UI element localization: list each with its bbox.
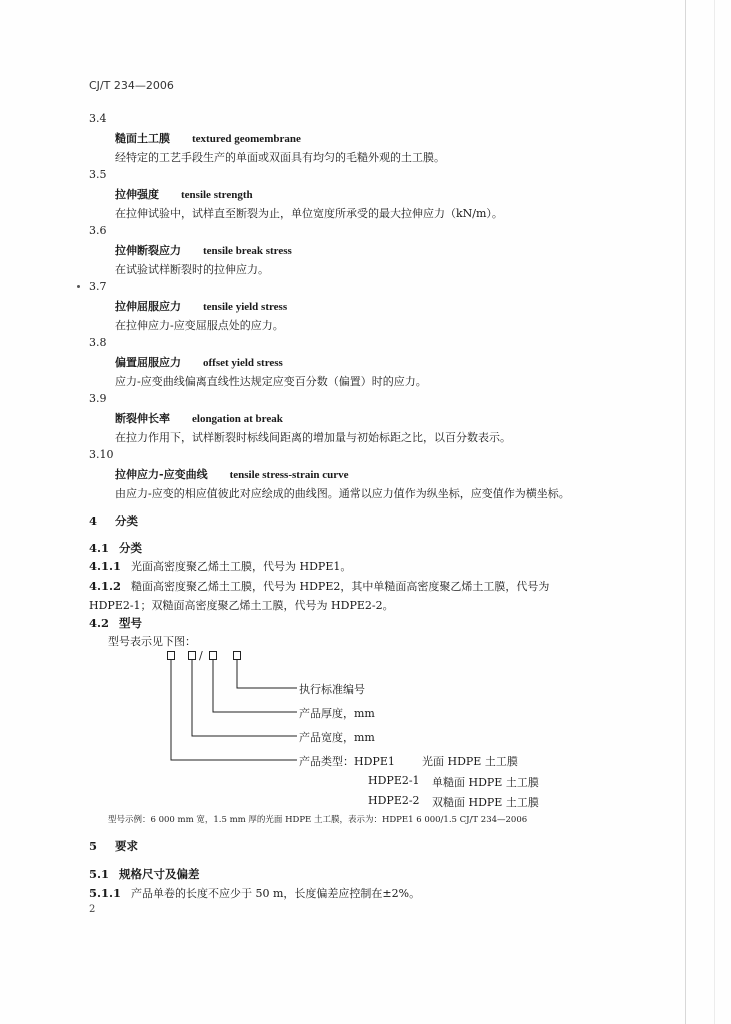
clause xyxy=(89,885,420,901)
term-definition: 经特定的工艺手段生产的单面或双面具有均匀的毛糙外观的土工膜。 xyxy=(115,151,445,164)
term-definition: 由应力-应变的相应值彼此对应绘成的曲线图。通常以应力值作为纵坐标，应变值作为横坐标。 xyxy=(115,487,570,500)
term-title xyxy=(115,242,292,258)
term-en: tensile yield stress xyxy=(203,301,288,313)
term-cn: 拉伸强度 xyxy=(115,188,159,201)
page-number: 2 xyxy=(89,904,96,915)
term-cn: 拉伸断裂应力 xyxy=(115,244,181,257)
scan-edge-line xyxy=(714,0,715,1024)
term-number: 3.7 xyxy=(89,280,107,293)
model-example: 型号示例：6 000 mm 宽，1.5 mm 厚的光面 HDPE 土工膜，表示为：HDPE1 6 000/1.5 CJ/T 234—2006 xyxy=(108,815,528,825)
section-heading xyxy=(89,513,138,529)
code-box-thickness xyxy=(209,651,217,660)
term-number: 3.10 xyxy=(89,448,114,461)
clause-continuation: HDPE2-1；双糙面高密度聚乙烯土工膜，代号为 HDPE2-2。 xyxy=(89,599,394,612)
label-standard-number: 执行标准编号 xyxy=(299,683,365,696)
scan-edge-line xyxy=(685,0,686,1024)
subsection-number: 4.2 xyxy=(89,616,110,630)
clause xyxy=(89,558,351,574)
term-en: textured geomembrane xyxy=(192,133,301,145)
term-number: 3.8 xyxy=(89,336,107,349)
term-title xyxy=(115,410,283,426)
type-desc: 光面 HDPE 土工膜 xyxy=(422,755,518,768)
subsection-heading xyxy=(89,615,142,631)
term-cn: 断裂伸长率 xyxy=(115,412,170,425)
code-box-standard xyxy=(233,651,241,660)
clause-number: 5.1.1 xyxy=(89,886,122,900)
code-slash: / xyxy=(199,649,203,662)
term-en: tensile break stress xyxy=(203,245,292,257)
subsection-number: 5.1 xyxy=(89,867,110,881)
term-cn: 拉伸应力-应变曲线 xyxy=(115,468,208,481)
term-number: 3.6 xyxy=(89,224,107,237)
section-title: 分类 xyxy=(115,514,139,528)
scan-speck xyxy=(77,285,80,288)
code-box-type xyxy=(167,651,175,660)
term-en: elongation at break xyxy=(192,413,283,425)
term-cn: 偏置屈服应力 xyxy=(115,356,181,369)
label-thickness: 产品厚度，mm xyxy=(299,707,375,720)
term-title xyxy=(115,130,301,146)
term-cn: 拉伸屈服应力 xyxy=(115,300,181,313)
term-definition: 应力-应变曲线偏离直线性达规定应变百分数（偏置）时的应力。 xyxy=(115,375,427,388)
type-desc: 单糙面 HDPE 土工膜 xyxy=(432,776,539,789)
term-number: 3.9 xyxy=(89,392,107,405)
section-heading xyxy=(89,838,138,854)
subsection-title: 规格尺寸及偏差 xyxy=(119,867,200,881)
term-definition: 在拉伸应力-应变屈服点处的应力。 xyxy=(115,319,284,332)
clause-text: 糙面高密度聚乙烯土工膜，代号为 HDPE2，其中单糙面高密度聚乙烯土工膜，代号为 xyxy=(131,580,550,593)
term-en: offset yield stress xyxy=(203,357,283,369)
term-definition: 在拉力作用下，试样断裂时标线间距离的增加量与初始标距之比，以百分数表示。 xyxy=(115,431,511,444)
subsection-number: 4.1 xyxy=(89,541,110,555)
subsection-heading xyxy=(89,866,200,882)
clause-text: 光面高密度聚乙烯土工膜，代号为 HDPE1。 xyxy=(131,560,352,573)
clause-text: 产品单卷的长度不应少于 50 m，长度偏差应控制在±2%。 xyxy=(131,887,421,900)
type-code: HDPE2-1 xyxy=(368,774,420,787)
label-width: 产品宽度，mm xyxy=(299,731,375,744)
term-number: 3.4 xyxy=(89,112,107,125)
label-product-type: 产品类型：HDPE1 xyxy=(299,755,395,768)
section-number: 5 xyxy=(89,839,98,853)
term-cn: 糙面土工膜 xyxy=(115,132,170,145)
standard-code-header: CJ/T 234—2006 xyxy=(89,79,174,92)
term-title xyxy=(115,466,349,482)
term-en: tensile strength xyxy=(181,189,253,201)
clause-number: 4.1.1 xyxy=(89,559,122,573)
term-title xyxy=(115,354,283,370)
term-definition: 在试验试样断裂时的拉伸应力。 xyxy=(115,263,269,276)
term-en: tensile stress-strain curve xyxy=(229,469,349,481)
subsection-heading xyxy=(89,540,142,556)
subsection-title: 型号 xyxy=(119,616,143,630)
term-definition: 在拉伸试验中，试样直至断裂为止，单位宽度所承受的最大拉伸应力（kN/m）。 xyxy=(115,207,503,220)
model-intro: 型号表示见下图： xyxy=(108,635,196,648)
subsection-title: 分类 xyxy=(119,541,143,555)
type-desc: 双糙面 HDPE 土工膜 xyxy=(432,796,539,809)
code-box-width xyxy=(188,651,196,660)
type-code: HDPE2-2 xyxy=(368,794,420,807)
term-title xyxy=(115,298,287,314)
section-number: 4 xyxy=(89,514,98,528)
term-number: 3.5 xyxy=(89,168,107,181)
term-title xyxy=(115,186,253,202)
clause-number: 4.1.2 xyxy=(89,579,122,593)
section-title: 要求 xyxy=(115,839,139,853)
clause xyxy=(89,578,549,594)
